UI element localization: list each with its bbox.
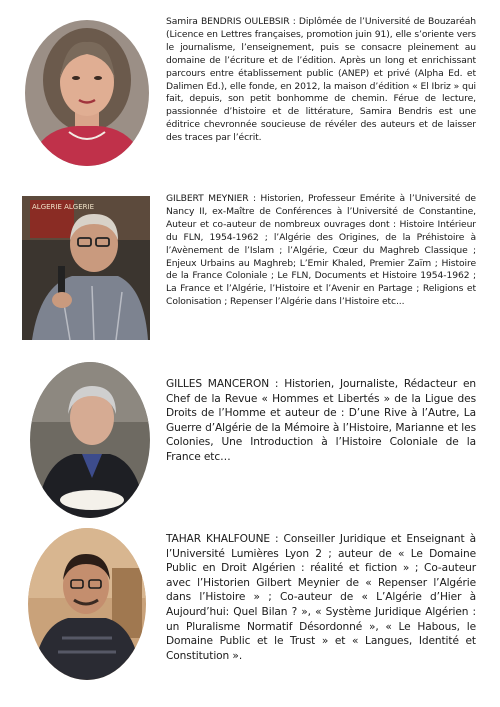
portrait-gilbert-meynier	[22, 196, 150, 340]
bio-samira-bendris	[166, 16, 476, 145]
bio-text: GILBERT MEYNIER : Historien, Professeur Emérite à l’Université de Nancy II, ex-Maître de Conférences à l’Université de Constantine, Auteur et co-auteur de nombreux ouvrages dont : Histoire Intérieur du FLN, 1954-1962 ; l’Algérie des Origines, de la Préhistoire à l’Avènement de l’Islam ; l’Algérie, Cœur du Maghreb Classique ; Enjeux Urbains au Maghreb; L’Emir Khaled, Premier Zaïm ; Histoire de la France Coloniale ; Le FLN, Documents et Histoire 1954-1962 ; La France et l’Algérie, l’Histoire et l’Avenir en Partage ; Religions et Colonisation ; Repenser l’Algérie dans l’Histoire etc...	[166, 193, 476, 308]
bio-text: TAHAR KHALFOUNE : Conseiller Juridique et Enseignant à l’Université Lumières Lyon 2 ; auteur de « Le Domaine Public en Droit Algérien : réalité et fiction » ; Co-auteur avec l’Historien Gilbert Meynier de « Repenser l’Algérie dans l’Histoire » ; Co-auteur de « L’Algérie d’Hier à Aujourd’hui: Quel Bilan ? », « Système Juridique Algérien : un Pluralisme Normatif Désordonné », « Le Habous, le Domaine Public et le Trust » et « Langues, Identité et Constitution ».	[166, 533, 476, 662]
bio-text: GILLES MANCERON : Historien, Journaliste, Rédacteur en Chef de la Revue « Hommes et Libertés » de la Ligue des Droits de l’Homme et auteur de : D’une Rive à l’Autre, La Guerre d’Algérie de la Mémoire à l’Histoire, Marianne et les Colonies, Une Introduction à l’Histoire Coloniale de la France etc…	[166, 378, 476, 463]
poster-text: ALGERIE ALGERIE	[32, 203, 94, 211]
bio-text: Samira BENDRIS OULEBSIR : Diplômée de l’Université de Bouzaréah (Licence en Lettres françaises, promotion juin 91), elle s’oriente vers le journalisme, l’enseignement, puis se consacre pleinement au domaine de l’écriture et de l’édition. Après un long et enrichissant parcours entre établissement public (ANEP) et privé (Alpha Ed. et Dalimen Ed.), elle fonde, en 2012, la maison d’édition « El Ibriz » qui fait, depuis, son petit bonhomme de chemin. Férue de lecture, passionnée d’histoire et de littérature, Samira Bendris est une éditrice chevronnée soucieuse de révéler des auteurs et de laisser des traces par l’écrit.	[166, 16, 476, 144]
portrait-gilles-manceron	[30, 362, 150, 518]
bio-gilbert-meynier	[166, 193, 476, 309]
portrait-tahar-khalfoune	[28, 528, 146, 680]
bio-gilles-manceron	[166, 377, 476, 465]
portrait-samira-bendris	[25, 20, 149, 166]
bio-tahar-khalfoune	[166, 532, 476, 663]
